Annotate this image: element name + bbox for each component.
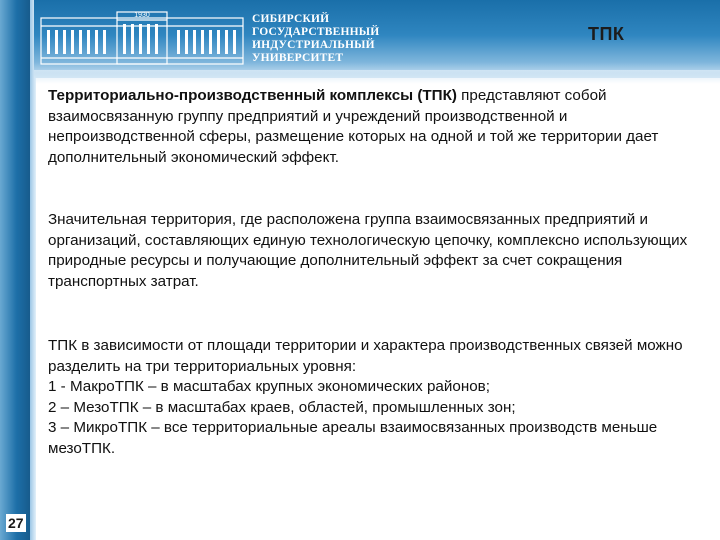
paragraph-territory: Значительная территория, где расположена группа взаимосвязанных предприятий и организаций, составляющих единую технологическую цепочку, комплексно использующих природные ресурсы и получающие дополнительный эффект за счет сокращения транспортных затрат.: [48, 211, 688, 290]
levels-intro: ТПК в зависимости от площади территории и характера производственных связей можно разделить на три территориальных уровня:: [48, 337, 683, 375]
logo-line-1: СИБИРСКИЙ: [252, 13, 330, 25]
university-building-icon: [37, 6, 247, 68]
logo-line-4: УНИВЕРСИТЕТ: [252, 52, 344, 64]
paragraph-definition: [48, 86, 708, 168]
header-fade: [34, 70, 720, 84]
level-item-3: 3 – МикроТПК – все территориальные ареалы взаимосвязанных производств меньше мезоТПК.: [48, 419, 658, 457]
university-name: [252, 13, 392, 65]
logo-line-3: ИНДУСТРИАЛЬНЫЙ: [252, 39, 375, 51]
level-item-2: 2 – МезоТПК – в масштабах краев, областей, промышленных зон;: [48, 398, 516, 416]
page-number: 27: [8, 515, 24, 531]
logo-year: 1930: [134, 12, 150, 19]
term-heading: Территориально-производственный комплексы (ТПК): [48, 87, 457, 104]
logo-line-2: ГОСУДАРСТВЕННЫЙ: [252, 26, 380, 38]
slide-title: ТПК: [588, 24, 625, 44]
definition-text: представляют собой взаимосвязанную группу предприятий и учреждений производственной и непроизводственной сферы, размещение которых на одной и той же территории дает дополнительный экономический эффект.: [48, 87, 659, 166]
level-item-1: 1 - МакроТПК – в масштабах крупных экономических районов;: [48, 378, 490, 396]
left-sidebar-bar: [0, 0, 30, 540]
paragraph-levels: [48, 336, 708, 460]
